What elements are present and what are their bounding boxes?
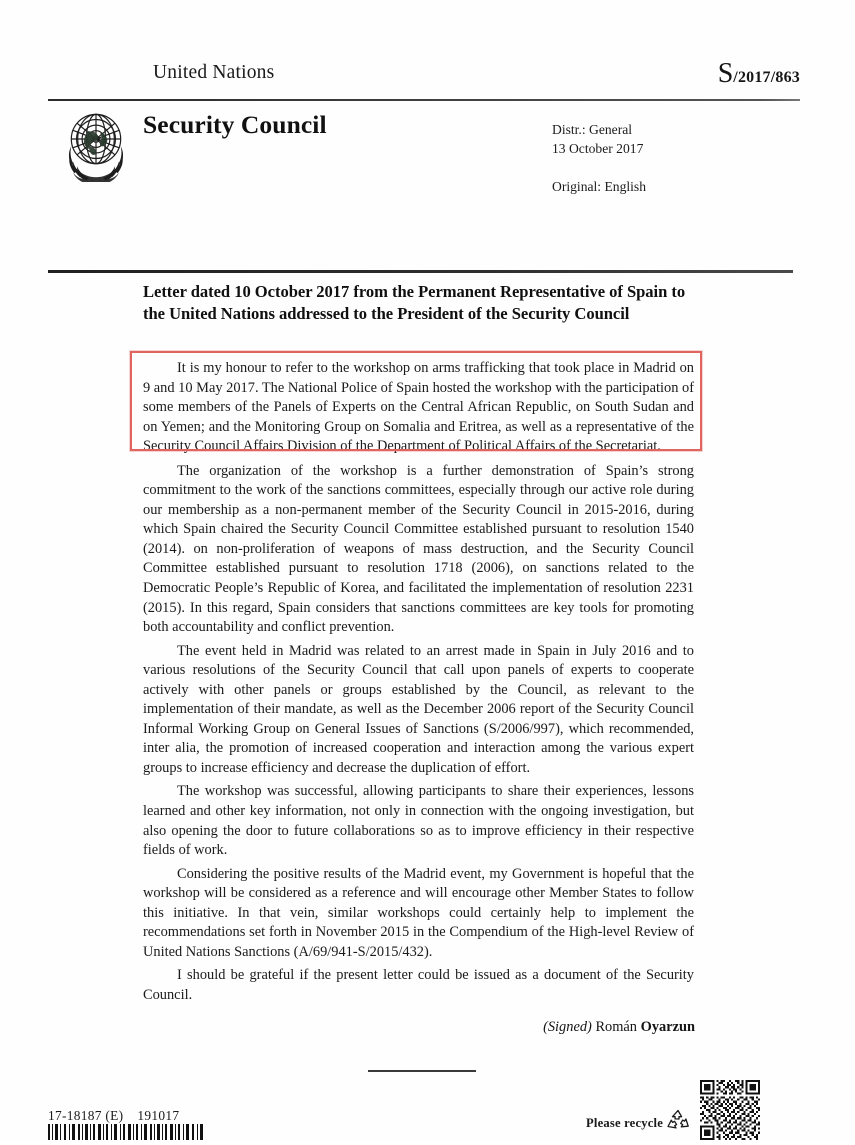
- un-emblem: [56, 104, 136, 182]
- document-date: 13 October 2017: [552, 141, 644, 156]
- paragraph-5: Considering the positive results of the Madrid event, my Government is hopeful that the workshop will be considered as a reference and will encourage other Member States to follow this initiative. In that vein, similar workshops could certainly help to implement the recommendations set forth in November 2015 in the Compendium of the High-level Review of United Nations Sanctions (A/69/941-S/2015/432).: [143, 865, 694, 960]
- document-symbol-letter: S: [717, 58, 734, 89]
- recycle-text: Please recycle: [586, 1116, 664, 1130]
- letter-body: [143, 359, 694, 1010]
- masthead-divider: [48, 99, 800, 101]
- content-divider: [48, 270, 793, 273]
- signature-line: [543, 1019, 695, 1036]
- paragraph-3: The event held in Madrid was related to an arrest made in Spain in July 2016 and to various resolutions of the Security Council that call upon panels of experts to cooperate actively with other panels or groups established by the Council, as relevant to the implementation of their mandate, as well as the December 2006 report of the Security Council Informal Working Group on General Issues of Sanctions (S/2006/997), which recommended, inter alia, the promotion of increased cooperation and interaction among the various expert groups to increase efficiency and decrease the duplication of effort.: [143, 642, 694, 776]
- distribution-label: Distr.: General: [552, 122, 633, 137]
- document-symbol: [718, 58, 800, 90]
- qr-code: [700, 1080, 760, 1140]
- page-title: Security Council: [143, 110, 327, 139]
- paragraph-4: The workshop was successful, allowing participants to share their experiences, lessons learned and other key information, not only in connection with the ongoing investigation, but also opening the door to future collaborations so as to improve efficiency in their respective fields of work.: [143, 783, 694, 859]
- highlighted-paragraph-region: [143, 359, 694, 457]
- paragraph-2: The organization of the workshop is a further demonstration of Spain’s strong commitment to the work of the sanctions committees, especially through our active role during our membership as a non-permanent member of the Security Council in 2015-2016, during which Spain chaired the Security Council Committee established pursuant to resolution 1540 (2014). on non-proliferation of weapons of mass destruction, and the Security Council Committee established pursuant to resolution 1718 (2006), on sanctions related to the Democratic People’s Republic of Korea, and facilitated the implementation of resolution 2231 (2015). In this regard, Spain considers that sanctions committees are key tools for promoting both accountability and conflict prevention.: [143, 462, 694, 636]
- letter-title: Letter dated 10 October 2017 from the Permanent Representative of Spain to the United Nations addressed to the President of the Security Council: [143, 282, 686, 323]
- job-number: [48, 1108, 179, 1124]
- signer-first-name: Román: [595, 1019, 638, 1035]
- footer-divider: [368, 1070, 476, 1072]
- paragraph-6: I should be grateful if the present letter could be issued as a document of the Security Council.: [143, 967, 694, 1003]
- job-number-code: 17-18187 (E): [48, 1108, 124, 1123]
- job-number-date: 191017: [137, 1108, 180, 1123]
- recycling-symbol-icon: [665, 1108, 691, 1132]
- barcode: [48, 1124, 203, 1140]
- signer-last-name: Oyarzun: [640, 1019, 695, 1035]
- signed-label: (Signed): [543, 1019, 592, 1035]
- original-language: Original: English: [552, 179, 647, 194]
- distribution-block: [552, 120, 646, 196]
- document-symbol-number: /2017/863: [733, 69, 800, 86]
- paragraph-1: It is my honour to refer to the workshop on arms trafficking that took place in Madrid on 9 and 10 May 2017. The National Police of Spain hosted the workshop with the participation of some members of the Panels of Experts on the Central African Republic, on South Sudan and on Yemen; and the Monitoring Group on Somalia and Eritrea, as well as a representative of the Security Council Affairs Division of the Department of Political Affairs of the Secretariat.: [143, 360, 694, 455]
- organization-name: United Nations: [153, 62, 275, 83]
